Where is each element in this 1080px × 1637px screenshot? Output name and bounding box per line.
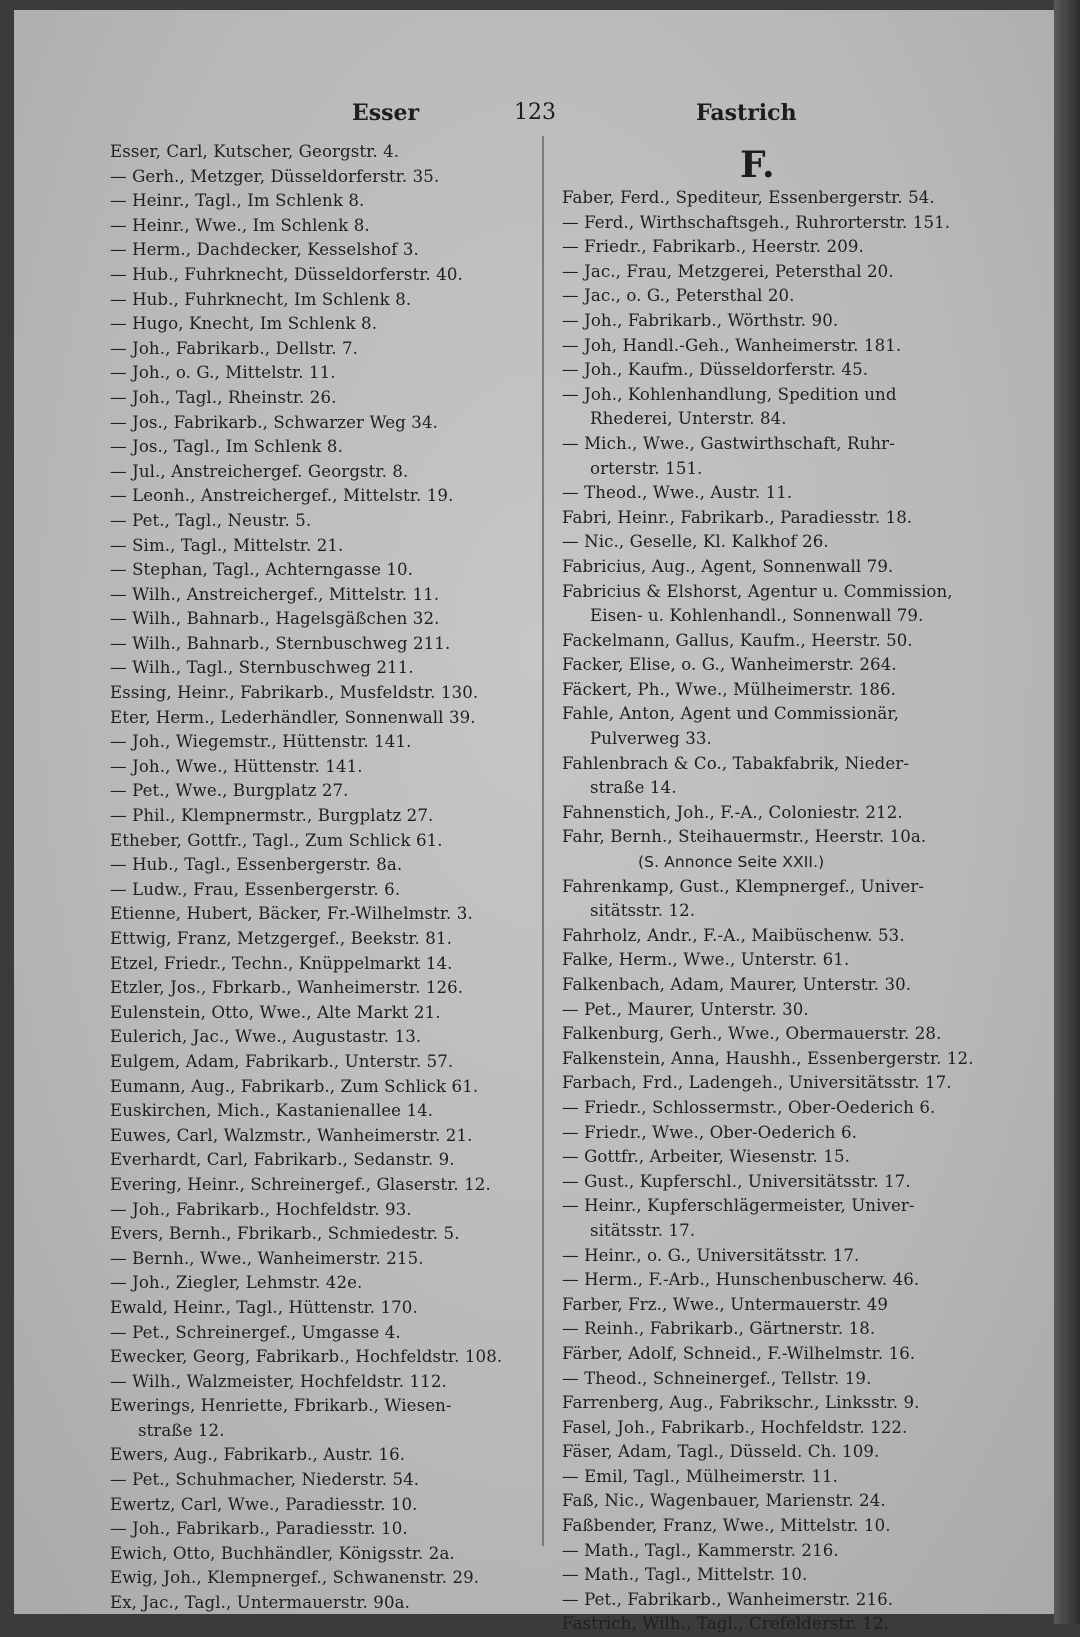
directory-entry: — Joh., Fabrikarb., Dellstr. 7. [110,338,359,358]
directory-entry: Ewald, Heinr., Tagl., Hüttenstr. 170. [110,1297,418,1317]
directory-entry: — Joh, Handl.-Geh., Wanheimerstr. 181. [562,335,902,355]
directory-entry: — Emil, Tagl., Mülheimerstr. 11. [562,1466,839,1486]
directory-entry: — Heinr., Tagl., Im Schlenk 8. [110,191,365,211]
directory-entry: Fahr, Bernh., Steihauermstr., Heerstr. 10a. [562,827,927,847]
directory-entry: — Math., Tagl., Kammerstr. 216. [562,1540,839,1560]
directory-entry: — Joh., Tagl., Rheinstr. 26. [110,387,337,407]
directory-entry: — Jac., o. G., Petersthal 20. [562,286,795,306]
directory-entry: Fasel, Joh., Fabrikarb., Hochfeldstr. 122. [562,1417,908,1437]
directory-entry: Etheber, Gottfr., Tagl., Zum Schlick 61. [110,830,443,850]
header-right-keyword: Fastrich [696,100,797,126]
directory-entry: — Wilh., Walzmeister, Hochfeldstr. 112. [110,1371,447,1391]
directory-entry: Ettwig, Franz, Metzgergef., Beekstr. 81. [110,929,452,948]
directory-entry: Farrenberg, Aug., Fabrikschr., Linksstr. 9. [562,1393,920,1413]
page-header [14,100,1054,134]
directory-entry: Ewertz, Carl, Wwe., Paradiesstr. 10. [110,1494,418,1514]
directory-entry: — Hub., Fuhrknecht, Düsseldorferstr. 40. [110,264,463,284]
header-left-keyword: Esser [352,100,420,126]
directory-entry: Etienne, Hubert, Bäcker, Fr.-Wilhelmstr. 3. [110,904,473,924]
directory-entry-continuation: orterstr. 151. [590,458,703,478]
directory-entry: Fahnenstich, Joh., F.-A., Coloniestr. 212. [562,802,903,822]
directory-entry: Fabricius & Elshorst, Agentur u. Commission, [562,581,953,601]
directory-entry: — Jac., Frau, Metzgerei, Petersthal 20. [562,261,894,281]
directory-entry: — Joh., Fabrikarb., Paradiesstr. 10. [110,1519,408,1539]
directory-entry: Fahrenkamp, Gust., Klempnergef., Univer- [562,876,925,896]
directory-page [14,10,1054,1634]
directory-entry: — Joh., Fabrikarb., Wörthstr. 90. [562,310,839,330]
directory-entry: — Phil., Klempnermstr., Burgplatz 27. [110,806,434,826]
directory-entry: Faß, Nic., Wagenbauer, Marienstr. 24. [562,1491,886,1511]
directory-entry: — Joh., Wiegemstr., Hüttenstr. 141. [110,732,412,752]
directory-entry: — Leonh., Anstreichergef., Mittelstr. 19. [110,486,454,506]
directory-entry: — Stephan, Tagl., Achterngasse 10. [110,560,414,580]
directory-entry-continuation: Rhederei, Unterstr. 84. [590,409,787,429]
directory-entry: Euwes, Carl, Walzmstr., Wanheimerstr. 21. [110,1125,473,1145]
section-letter: F. [740,144,775,186]
directory-entry: Eumann, Aug., Fabrikarb., Zum Schlick 61. [110,1076,479,1096]
directory-entry: Ewich, Otto, Buchhändler, Königsstr. 2a. [110,1543,455,1563]
directory-entry: Etzel, Friedr., Techn., Knüppelmarkt 14. [110,953,453,973]
directory-entry: — Pet., Maurer, Unterstr. 30. [562,999,809,1019]
directory-entry: — Heinr., Kupferschlägermeister, Univer- [562,1196,915,1216]
directory-entry: — Gottfr., Arbeiter, Wiesenstr. 15. [562,1147,850,1167]
directory-entry: — Gust., Kupferschl., Universitätsstr. 17. [562,1171,911,1191]
directory-entry: — Heinr., Wwe., Im Schlenk 8. [110,215,370,235]
directory-entry: Färber, Adolf, Schneid., F.-Wilhelmstr. 16. [562,1343,916,1363]
directory-entry: Farber, Frz., Wwe., Untermauerstr. 49 [562,1294,889,1314]
directory-entry: — Friedr., Fabrikarb., Heerstr. 209. [562,237,864,257]
directory-entry: — Pet., Wwe., Burgplatz 27. [110,781,349,801]
directory-entry: Euskirchen, Mich., Kastanienallee 14. [110,1101,434,1121]
directory-entry: Eulgem, Adam, Fabrikarb., Unterstr. 57. [110,1051,454,1071]
directory-entry: — Sim., Tagl., Mittelstr. 21. [110,535,344,555]
directory-entry: — Pet., Tagl., Neustr. 5. [110,510,312,530]
directory-entry: Faßbender, Franz, Wwe., Mittelstr. 10. [562,1516,891,1536]
directory-entry: — Hub., Tagl., Essenbergerstr. 8a. [110,855,403,875]
directory-entry: — Wilh., Bahnarb., Sternbuschweg 211. [110,633,451,653]
directory-entry-continuation: Pulverweg 33. [590,729,712,749]
directory-entry: Eulenstein, Otto, Wwe., Alte Markt 21. [110,1002,441,1022]
directory-entry: — Herm., Dachdecker, Kesselshof 3. [110,240,419,260]
directory-entry: Evers, Bernh., Fbrikarb., Schmiedestr. 5. [110,1224,460,1244]
directory-entry: Fahrholz, Andr., F.-A., Maibüschenw. 53. [562,925,905,945]
directory-entry: Eter, Herm., Lederhändler, Sonnenwall 39. [110,707,476,727]
directory-entry: Falkenstein, Anna, Haushh., Essenbergerstr. 12. [562,1048,974,1068]
directory-entry: Ewerings, Henriette, Fbrikarb., Wiesen- [110,1396,452,1416]
directory-entry: — Heinr., o. G., Universitätsstr. 17. [562,1245,860,1265]
directory-entry-continuation: straße 14. [590,778,677,798]
directory-entry-continuation: Eisen- u. Kohlenhandl., Sonnenwall 79. [590,606,924,626]
directory-entry-continuation: straße 12. [138,1420,225,1440]
directory-entry: Falke, Herm., Wwe., Unterstr. 61. [562,950,850,970]
directory-entry: — Ludw., Frau, Essenbergerstr. 6. [110,879,401,899]
page-edge-shadow [1054,0,1080,1624]
directory-entry: Fabricius, Aug., Agent, Sonnenwall 79. [562,556,894,576]
directory-entry: — Wilh., Anstreichergef., Mittelstr. 11. [110,584,440,604]
directory-entry: — Wilh., Tagl., Sternbuschweg 211. [110,658,414,678]
directory-entry: Ewecker, Georg, Fabrikarb., Hochfeldstr. 108. [110,1347,503,1367]
directory-entry: — Jul., Anstreichergef. Georgstr. 8. [110,461,409,481]
directory-entry: Ewig, Joh., Klempnergef., Schwanenstr. 29. [110,1568,480,1588]
directory-entry: — Wilh., Bahnarb., Hagelsgäßchen 32. [110,609,440,629]
directory-entry: Etzler, Jos., Fbrkarb., Wanheimerstr. 126. [110,978,464,998]
directory-entry: — Joh., Ziegler, Lehmstr. 42e. [110,1273,363,1293]
directory-entry: Esser, Carl, Kutscher, Georgstr. 4. [110,142,400,161]
directory-entry: Fahle, Anton, Agent und Commissionär, [562,704,899,724]
directory-entry: — Theod., Schneinergef., Tellstr. 19. [562,1368,872,1388]
directory-entry: — Friedr., Schlossermstr., Ober-Oederich 6. [562,1097,936,1117]
directory-entry: — Friedr., Wwe., Ober-Oederich 6. [562,1122,857,1142]
directory-entry: — Theod., Wwe., Austr. 11. [562,483,793,503]
directory-entry: — Pet., Schreinergef., Umgasse 4. [110,1322,401,1342]
directory-entry: — Nic., Geselle, Kl. Kalkhof 26. [562,532,829,552]
column-divider [542,136,544,1546]
directory-entry: — Herm., F.-Arb., Hunschenbuscherw. 46. [562,1270,920,1290]
right-column [562,186,998,1637]
directory-entry: — Reinh., Fabrikarb., Gärtnerstr. 18. [562,1319,876,1339]
directory-entry: Everhardt, Carl, Fabrikarb., Sedanstr. 9. [110,1150,455,1170]
directory-entry: Essing, Heinr., Fabrikarb., Musfeldstr. 130. [110,683,479,703]
directory-entry: — Mich., Wwe., Gastwirthschaft, Ruhr- [562,433,895,453]
directory-entry: Farbach, Frd., Ladengeh., Universitätsstr. 17. [562,1073,952,1093]
directory-entry: Fahlenbrach & Co., Tabakfabrik, Nieder- [562,753,910,773]
directory-entry: Faber, Ferd., Spediteur, Essenbergerstr. 54. [562,188,935,207]
directory-entry: — Ferd., Wirthschaftsgeh., Ruhrorterstr. 151. [562,212,951,232]
page-number: 123 [514,100,556,125]
directory-entry: Fäckert, Ph., Wwe., Mülheimerstr. 186. [562,679,897,699]
directory-entry: Evering, Heinr., Schreinergef., Glaserstr. 12. [110,1174,491,1194]
directory-entry: Fäser, Adam, Tagl., Düsseld. Ch. 109. [562,1442,880,1462]
directory-entry: — Jos., Tagl., Im Schlenk 8. [110,437,343,457]
directory-entry: — Hub., Fuhrknecht, Im Schlenk 8. [110,289,412,309]
directory-entry-continuation: sitätsstr. 12. [590,901,696,921]
directory-entry: Ex, Jac., Tagl., Untermauerstr. 90a. [110,1593,410,1613]
directory-entry: — Hugo, Knecht, Im Schlenk 8. [110,314,378,334]
directory-entry: — Joh., Kohlenhandlung, Spedition und [562,384,897,404]
directory-entry: Fackelmann, Gallus, Kaufm., Heerstr. 50. [562,630,913,650]
directory-entry: Falkenbach, Adam, Maurer, Unterstr. 30. [562,975,912,994]
directory-entry: Fabri, Heinr., Fabrikarb., Paradiesstr. 18. [562,507,913,527]
directory-entry: — Pet., Schuhmacher, Niederstr. 54. [110,1470,420,1490]
directory-entry: — Joh., Fabrikarb., Hochfeldstr. 93. [110,1199,412,1219]
directory-entry: Facker, Elise, o. G., Wanheimerstr. 264. [562,655,897,675]
directory-entry: — Math., Tagl., Mittelstr. 10. [562,1565,808,1585]
directory-entry: — Gerh., Metzger, Düsseldorferstr. 35. [110,166,440,186]
directory-entry-continuation: sitätsstr. 17. [590,1220,696,1240]
directory-entry: — Joh., Kaufm., Düsseldorferstr. 45. [562,360,869,380]
directory-entry: — Pet., Fabrikarb., Wanheimerstr. 216. [562,1589,894,1609]
directory-entry: Ewers, Aug., Fabrikarb., Austr. 16. [110,1445,406,1465]
directory-entry: Falkenburg, Gerh., Wwe., Obermauerstr. 28. [562,1024,942,1044]
directory-entry: — Bernh., Wwe., Wanheimerstr. 215. [110,1248,424,1268]
directory-entry: Fastrich, Wilh., Tagl., Crefelderstr. 12. [562,1614,889,1634]
directory-entry-note: (S. Annonce Seite XXII.) [638,853,825,872]
directory-entry: — Joh., Wwe., Hüttenstr. 141. [110,756,363,776]
directory-entry: Eulerich, Jac., Wwe., Augustastr. 13. [110,1027,422,1047]
left-column [110,140,540,1616]
directory-entry: — Joh., o. G., Mittelstr. 11. [110,363,336,383]
directory-entry: — Jos., Fabrikarb., Schwarzer Weg 34. [110,412,438,432]
